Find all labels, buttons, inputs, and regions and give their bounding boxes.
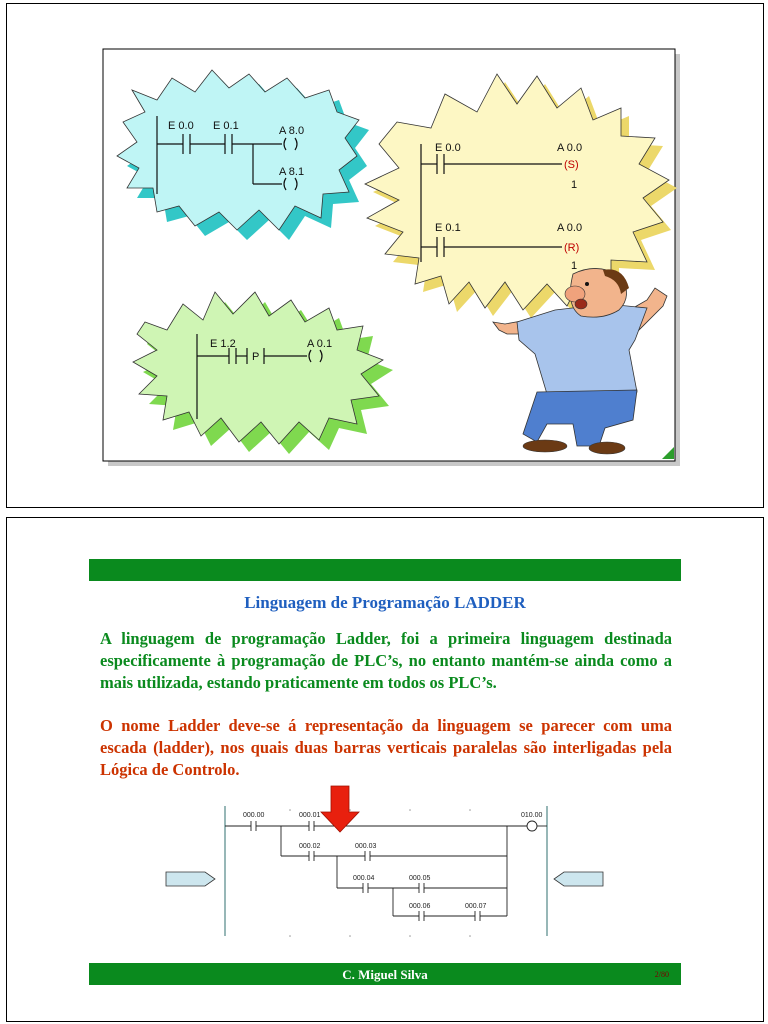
blue-coil-1-label: A 8.0 (279, 125, 305, 137)
green-contact-label: E 1.2 (210, 338, 236, 350)
ladder-label-000-03: 000.03 (355, 843, 377, 850)
paragraph-intro: A linguagem de programação Ladder, foi a primeira linguagem destinada especificamente à programação de PLC’s, no entanto mantém-se ainda como a mais utilizada, estando praticamente em todos os PLC’s. (100, 629, 672, 692)
paragraph-ladder-name-end: . (235, 760, 240, 779)
slide-2 (6, 517, 764, 1022)
ladder-label-000-07: 000.07 (465, 903, 487, 910)
down-arrow-icon (321, 786, 359, 832)
blue-contact-1-label: E 0.0 (168, 120, 194, 132)
yellow-coil-1-label: A 0.0 (557, 142, 583, 154)
ladder-label-000-06: 000.06 (409, 903, 431, 910)
ladder-diagram (7, 518, 763, 1021)
ladder-label-000-00: 000.00 (243, 812, 265, 819)
left-pointer-icon (166, 872, 215, 886)
footer-page-number: 2/80 (654, 970, 669, 979)
right-pointer-icon (554, 872, 603, 886)
blue-contact-2-label: E 0.1 (213, 120, 239, 132)
green-coil-label: A 0.1 (307, 338, 333, 350)
slide-title: Linguagem de Programação LADDER (244, 593, 526, 612)
yellow-coil-2-label: A 0.0 (557, 222, 583, 234)
yellow-coil-1-count: 1 (571, 179, 578, 191)
ladder-label-000-02: 000.02 (299, 843, 321, 850)
paragraph-ladder-name-start: O nome Ladder deve-se á representação da linguagem se parecer com uma escada (ladder), nos quais duas barras verticais paralelas são interligadas pela (100, 716, 672, 757)
ladder-label-000-05: 000.05 (409, 875, 431, 882)
slide1-canvas (7, 4, 763, 507)
blue-coil-2-label: A 8.1 (279, 166, 305, 178)
yellow-coil-1-type: (S) (564, 159, 579, 171)
footer-author: C. Miguel Silva (342, 967, 428, 982)
ladder-label-000-01: 000.01 (299, 812, 321, 819)
green-edge-label: P (252, 351, 260, 363)
yellow-contact-1-label: E 0.0 (435, 142, 461, 154)
slide-1 (6, 3, 764, 508)
yellow-contact-2-label: E 0.1 (435, 222, 461, 234)
ladder-label-010-00: 010.00 (521, 812, 543, 819)
paragraph-highlight: Lógica de Controlo (100, 760, 236, 779)
ladder-label-000-04: 000.04 (353, 875, 375, 882)
yellow-coil-2-type: (R) (564, 242, 580, 254)
yellow-coil-2-count: 1 (571, 260, 578, 272)
